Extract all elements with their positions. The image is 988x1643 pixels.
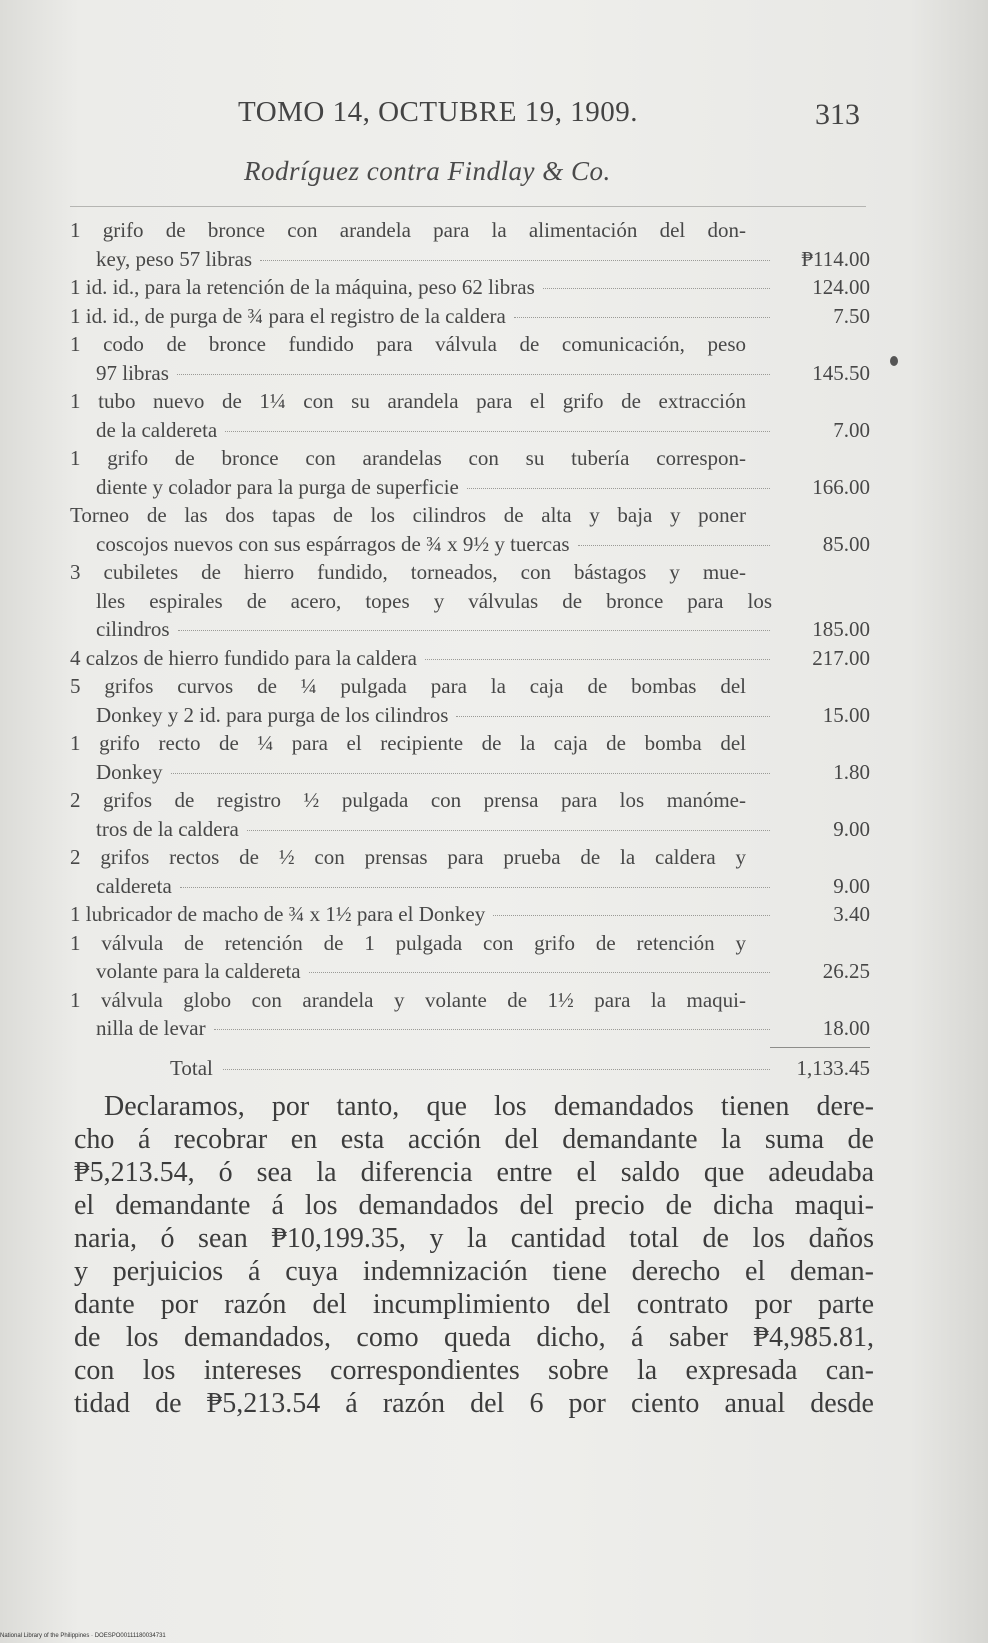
item-text: 2 grifos de registro ½ pulgada con prensa para los manóme- <box>70 788 746 812</box>
item-text: Donkey <box>96 759 163 784</box>
item-text: 3 cubiletes de hierro fundido, torneados, con bástagos y mue- <box>70 560 746 584</box>
item-text: nilla de levar <box>96 1016 206 1040</box>
item-amount: 166.00 <box>812 474 870 499</box>
print-speck <box>890 356 898 366</box>
item-text: 1 válvula globo con arandela y volante de 1½ para la maqui- <box>70 987 746 1012</box>
list-item <box>70 387 870 444</box>
item-text: Torneo de las dos tapas de los cilindros de alta y baja y poner <box>70 503 746 527</box>
paragraph-line: ₱5,213.54, ó sea la diferencia entre el saldo que adeudaba <box>74 1157 874 1188</box>
dot-leader <box>214 1029 770 1030</box>
dot-leader <box>578 545 770 546</box>
item-text: 1 grifo recto de ¼ para el recipiente de la caja de bomba del <box>70 731 746 755</box>
dot-leader <box>456 716 770 717</box>
dot-leader <box>514 317 770 318</box>
list-item <box>70 843 870 900</box>
item-text: 1 lubricador de macho de ¾ x 1½ para el Donkey <box>70 902 486 926</box>
item-amount: 3.40 <box>833 902 870 926</box>
list-item <box>70 444 870 501</box>
item-text: coscojos nuevos con sus espárragos de ¾ x 9½ y tuercas <box>96 531 570 556</box>
item-text: 1 grifo de bronce con arandela para la alimentación del don- <box>70 218 746 242</box>
list-item <box>70 501 870 558</box>
dot-leader <box>223 1069 770 1070</box>
body-paragraph <box>74 1090 874 1420</box>
list-item <box>70 672 870 729</box>
list-item <box>70 900 870 929</box>
item-text: tros de la caldera <box>96 816 239 841</box>
paragraph-line: y perjuicios á cuya indemnización tiene derecho el deman- <box>74 1256 874 1287</box>
item-text: 1 válvula de retención de 1 pulgada con grifo de retención y <box>70 930 746 955</box>
dot-leader <box>260 260 770 261</box>
paragraph-line: el demandante á los demandados del precio de dicha maqui- <box>74 1190 874 1221</box>
dot-leader <box>171 773 771 774</box>
item-amount: 26.25 <box>822 959 870 983</box>
total-rule <box>770 1047 870 1048</box>
paragraph-line: con los intereses correspondientes sobre la expresada can- <box>74 1355 874 1386</box>
total-amount: 1,133.45 <box>796 1055 870 1080</box>
item-text: 1 id. id., para la retención de la máquina, peso 62 libras <box>70 275 535 299</box>
dot-leader <box>309 972 770 973</box>
item-amount: 145.50 <box>812 360 870 385</box>
list-item <box>70 302 870 331</box>
item-text: key, peso 57 libras <box>96 246 253 271</box>
dot-leader <box>543 288 770 289</box>
list-item <box>70 330 870 387</box>
paragraph-line: tidad de ₱5,213.54 á razón del 6 por ciento anual desde <box>74 1388 874 1419</box>
page-number: 313 <box>815 98 860 131</box>
item-text: 1 grifo de bronce con arandelas con su tubería correspon- <box>70 446 746 470</box>
header-rule <box>70 206 866 207</box>
list-item <box>70 786 870 843</box>
dot-leader <box>178 630 771 631</box>
item-text: diente y colador para la purga de superficie <box>96 474 459 499</box>
item-amount: 18.00 <box>822 1016 870 1040</box>
item-text: 97 libras <box>96 360 169 385</box>
list-item <box>70 986 870 1043</box>
list-item <box>70 273 870 302</box>
item-text: de la caldereta <box>96 417 218 442</box>
item-amount: 9.00 <box>833 816 870 841</box>
item-text: 2 grifos rectos de ½ con prensas para prueba de la caldera y <box>70 845 746 869</box>
item-amount: 185.00 <box>812 617 870 641</box>
dot-leader <box>493 915 770 916</box>
paragraph-line: de los demandados, como queda dicho, á saber ₱4,985.81, <box>74 1322 874 1353</box>
item-text: cilindros <box>96 617 170 641</box>
list-item <box>70 644 870 673</box>
item-text: volante para la caldereta <box>96 959 301 983</box>
paragraph-line: cho á recobrar en esta acción del demandante la suma de <box>74 1124 874 1155</box>
item-text: lles espirales de acero, topes y válvulas de bronce para los <box>96 588 772 613</box>
item-amount: 124.00 <box>812 275 870 299</box>
item-text: caldereta <box>96 873 172 898</box>
item-amount: 7.00 <box>833 417 870 442</box>
item-amount: 1.80 <box>833 759 870 784</box>
dot-leader <box>180 887 770 888</box>
list-item <box>70 558 870 644</box>
list-item <box>70 216 870 273</box>
running-header <box>0 96 988 136</box>
itemized-list <box>70 216 870 1086</box>
scan-footer: National Library of the Philippines · DOESPO00111180034731 <box>0 1633 166 1639</box>
item-text: 4 calzos de hierro fundido para la caldera <box>70 645 417 670</box>
total-row <box>70 1056 870 1086</box>
list-item <box>70 929 870 986</box>
header-title: TOMO 14, OCTUBRE 19, 1909. <box>238 96 638 128</box>
dot-leader <box>177 374 770 375</box>
dot-leader <box>225 431 770 432</box>
item-text: 1 id. id., de purga de ¾ para el registro de la caldera <box>70 303 506 328</box>
item-amount: ₱114.00 <box>801 246 870 271</box>
item-text: 1 codo de bronce fundido para válvula de comunicación, peso <box>70 332 746 356</box>
item-amount: 9.00 <box>833 873 870 898</box>
dot-leader <box>467 488 770 489</box>
item-amount: 217.00 <box>812 645 870 670</box>
dot-leader <box>247 830 770 831</box>
item-amount: 7.50 <box>833 303 870 328</box>
paragraph-line: dante por razón del incumplimiento del contrato por parte <box>74 1289 874 1320</box>
item-amount: 15.00 <box>822 702 870 727</box>
item-text: 5 grifos curvos de ¼ pulgada para la caja de bombas del <box>70 674 746 698</box>
list-item <box>70 729 870 786</box>
dot-leader <box>425 659 770 660</box>
paragraph-line: naria, ó sean ₱10,199.35, y la cantidad total de los daños <box>74 1223 874 1254</box>
paragraph-line: Declaramos, por tanto, que los demandados tienen dere- <box>104 1091 874 1122</box>
total-label: Total <box>170 1055 213 1080</box>
case-title: Rodríguez contra Findlay & Co. <box>244 156 611 186</box>
item-amount: 85.00 <box>822 531 870 556</box>
item-text: Donkey y 2 id. para purga de los cilindros <box>96 702 449 727</box>
item-text: 1 tubo nuevo de 1¼ con su arandela para el grifo de extracción <box>70 389 746 413</box>
